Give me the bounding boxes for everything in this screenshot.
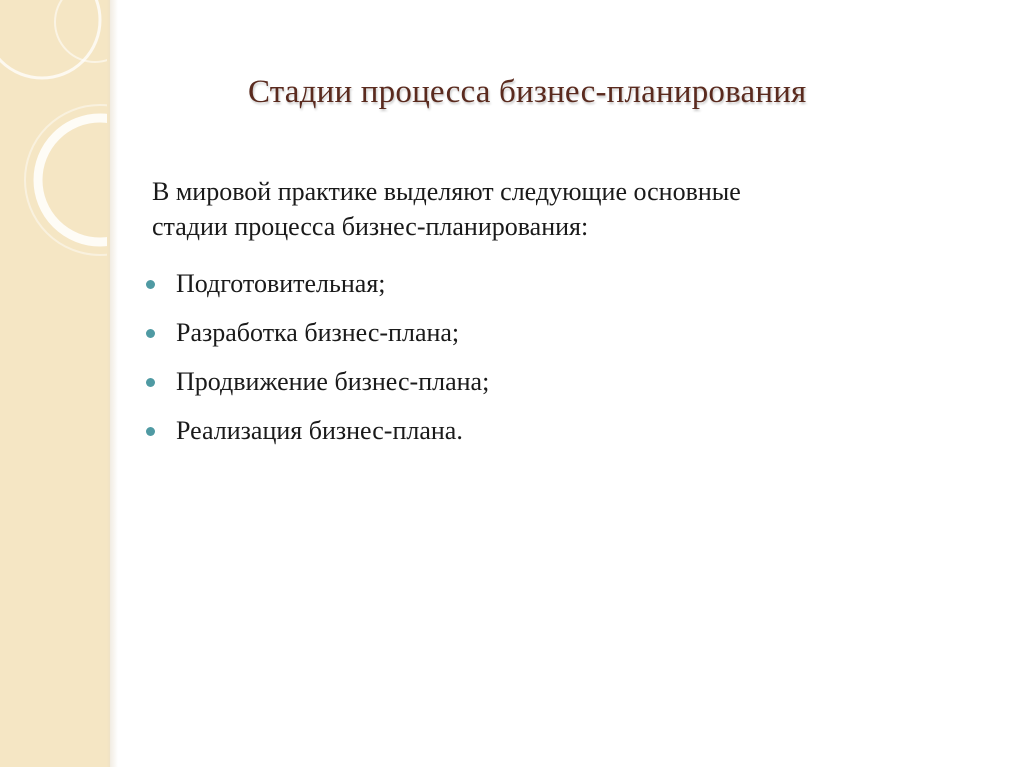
intro-line: В мировой практике выделяют следующие основные xyxy=(152,177,741,206)
list-item-text: Подготовительная; xyxy=(176,269,386,298)
intro-paragraph xyxy=(152,174,952,244)
list-item-text: Продвижение бизнес-плана; xyxy=(176,367,490,396)
side-band-shadow xyxy=(110,0,118,767)
bullet-dot-icon xyxy=(146,329,155,338)
circle-decoration-icon xyxy=(0,0,110,767)
list-item xyxy=(146,263,489,312)
side-decoration-band xyxy=(0,0,110,767)
intro-line: стадии процесса бизнес-планирования: xyxy=(152,212,589,241)
bullet-dot-icon xyxy=(146,378,155,387)
list-item xyxy=(146,410,489,459)
slide-title: Стадии процесса бизнес-планирования xyxy=(248,74,807,110)
bullet-dot-icon xyxy=(146,280,155,289)
list-item xyxy=(146,361,489,410)
stages-list xyxy=(146,263,489,459)
list-item-text: Разработка бизнес-плана; xyxy=(176,318,460,347)
list-item-text: Реализация бизнес-плана. xyxy=(176,416,463,445)
list-item xyxy=(146,312,489,361)
bullet-dot-icon xyxy=(146,427,155,436)
